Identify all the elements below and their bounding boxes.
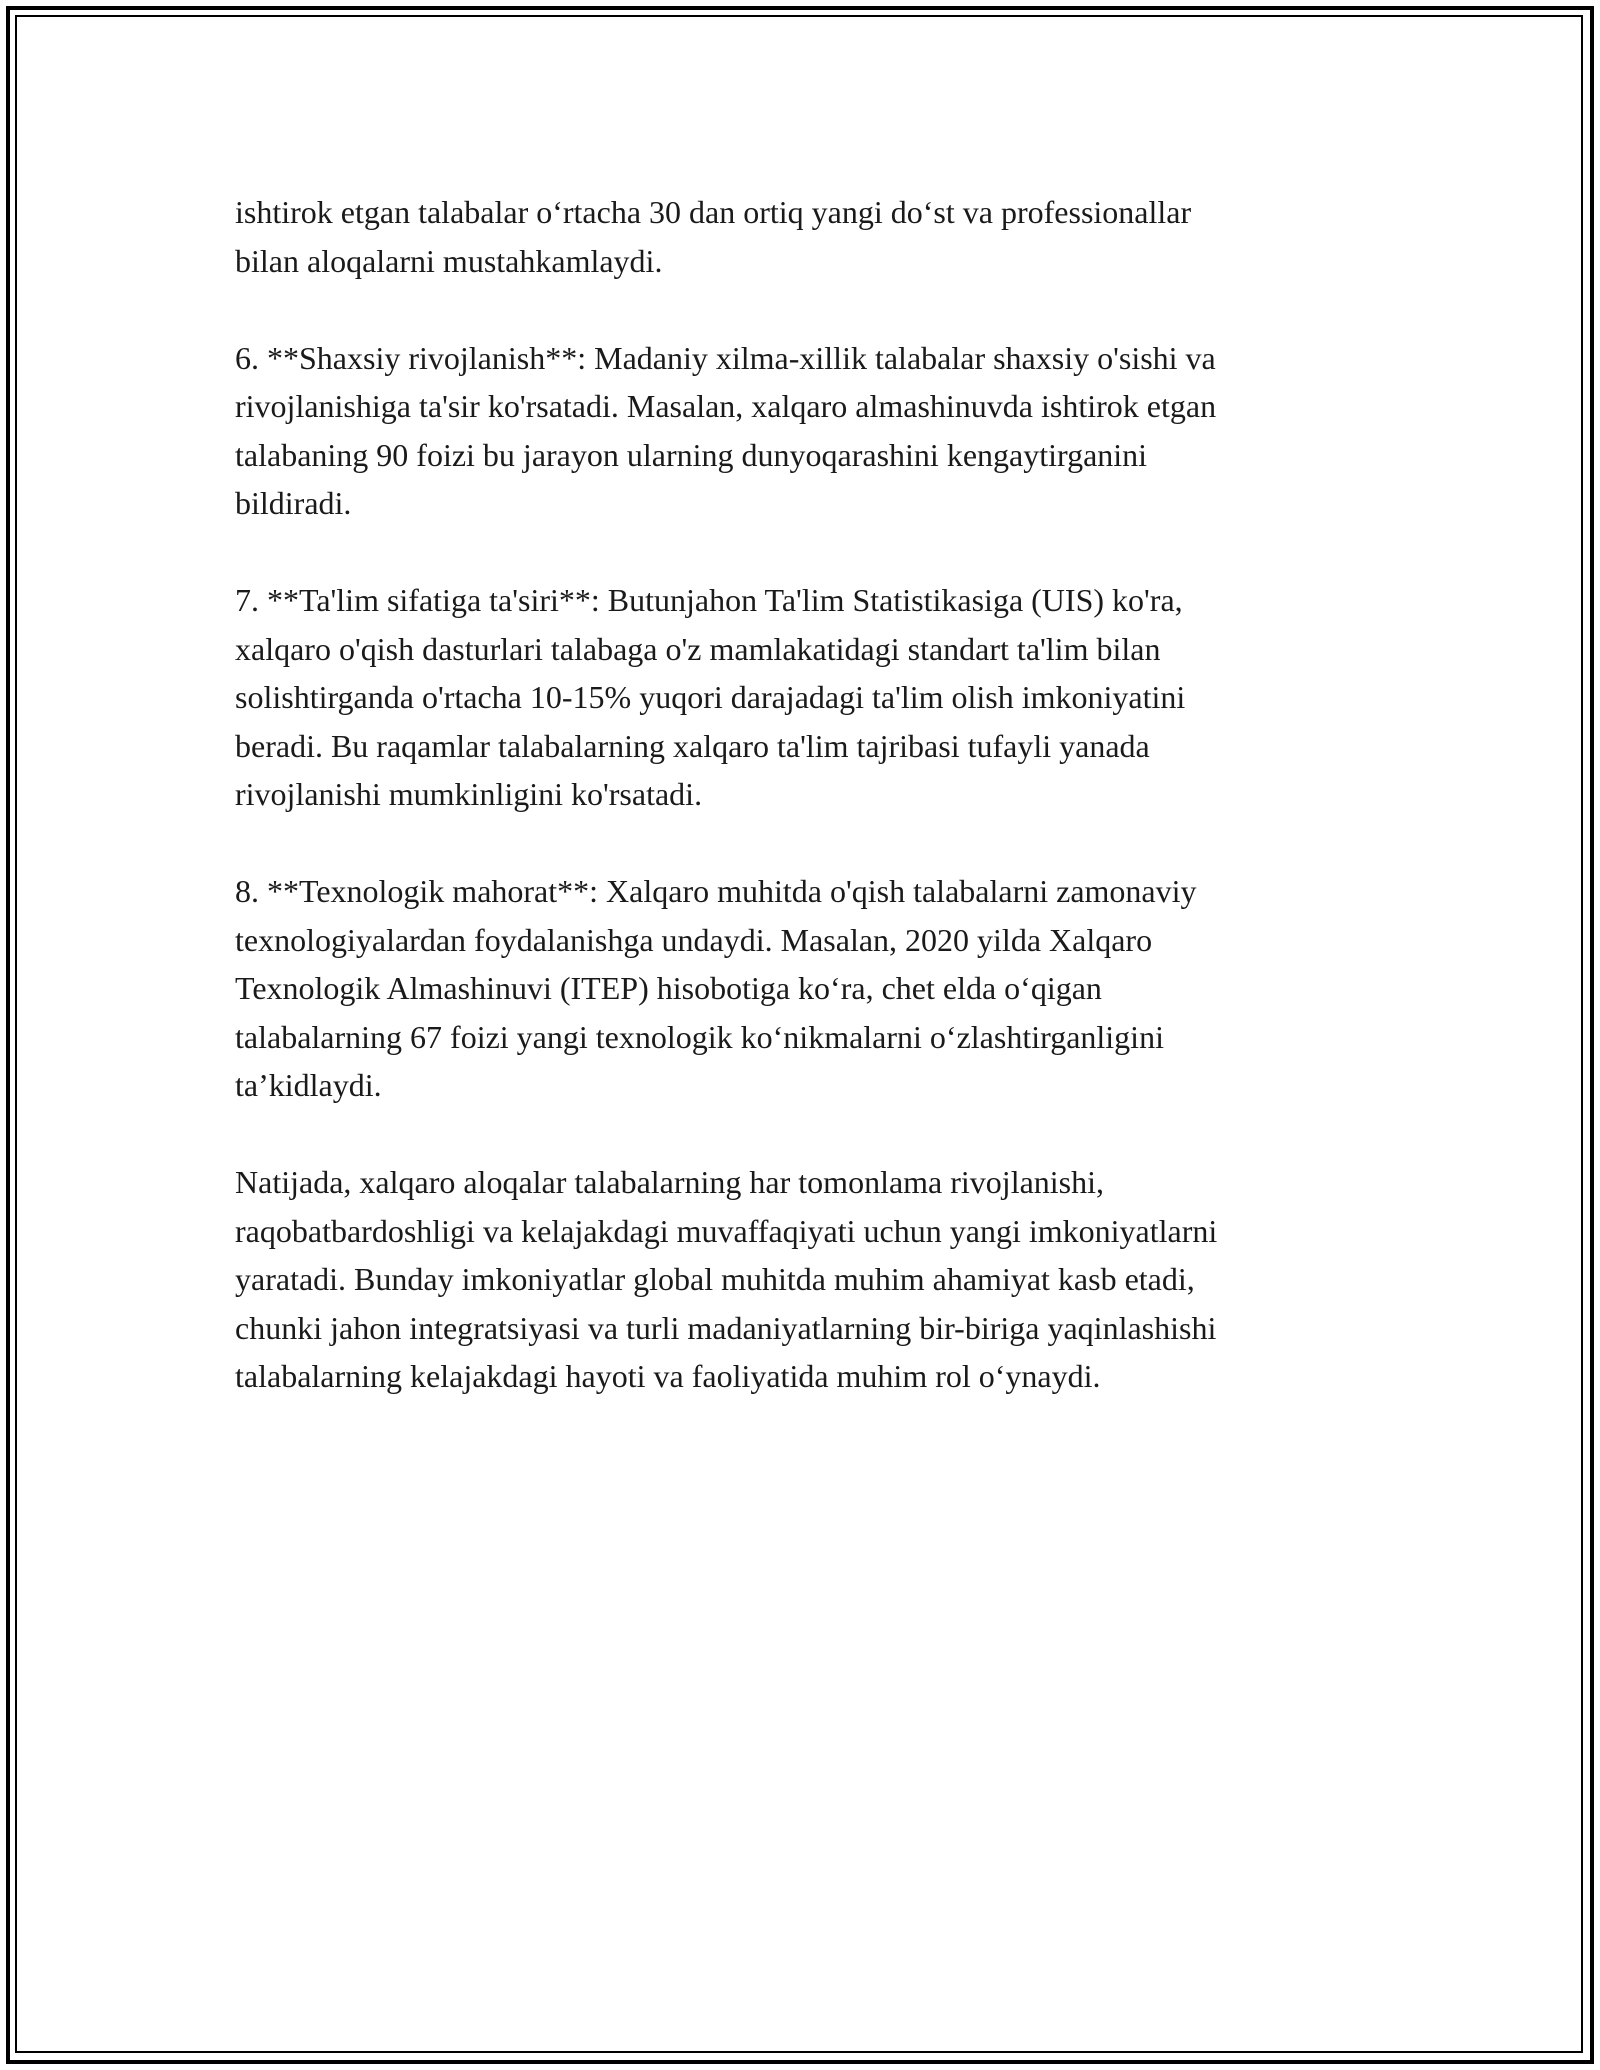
paragraph-item-7: 7. **Ta'lim sifatiga ta'siri**: Butunjahon Ta'lim Statistikasiga (UIS) ko'ra, xalqaro o'qish dasturlari talabaga o'z mamlakatidagi standart ta'lim bilan solishtirganda o'rtacha 10-15% yuqori darajadagi ta'lim olish imkoniyatini beradi. Bu raqamlar talabalarning xalqaro ta'lim tajribasi tufayli yanada rivojlanishi mumkinligini ko'rsatadi. [235, 582, 1186, 812]
document-body [235, 188, 1375, 1449]
paragraph-conclusion: Natijada, xalqaro aloqalar talabalarning har tomonlama rivojlanishi, raqobatbardoshligi va kelajakdagi muvaffaqiyati uchun yangi imkoniyatlarni yaratadi. Bunday imkoniyatlar global muhitda muhim ahamiyat kasb etadi, chunki jahon integratsiyasi va turli madaniyatlarning bir-biriga yaqinlashishi talabalarning kelajakdagi hayoti va faoliyatida muhim rol o‘ynaydi. [235, 1164, 1218, 1394]
paragraph-continuation: ishtirok etgan talabalar o‘rtacha 30 dan ortiq yangi do‘st va professionallar bilan aloqalarni mustahkamlaydi. [235, 194, 1192, 279]
paragraph-item-6: 6. **Shaxsiy rivojlanish**: Madaniy xilma-xillik talabalar shaxsiy o'sishi va rivojlanishiga ta'sir ko'rsatadi. Masalan, xalqaro almashinuvda ishtirok etgan talabaning 90 foizi bu jarayon ularning dunyoqarashini kengaytirganini bildiradi. [235, 339, 1217, 521]
paragraph-item-8: 8. **Texnologik mahorat**: Xalqaro muhitda o'qish talabalarni zamonaviy texnologiyalardan foydalanishga undaydi. Masalan, 2020 yilda Xalqaro Texnologik Almashinuvi (ITEP) hisobotiga ko‘ra, chet elda o‘qigan talabalarning 67 foizi yangi texnologik ko‘nikmalarni o‘zlashtirganligini ta’kidlaydi. [235, 873, 1197, 1103]
